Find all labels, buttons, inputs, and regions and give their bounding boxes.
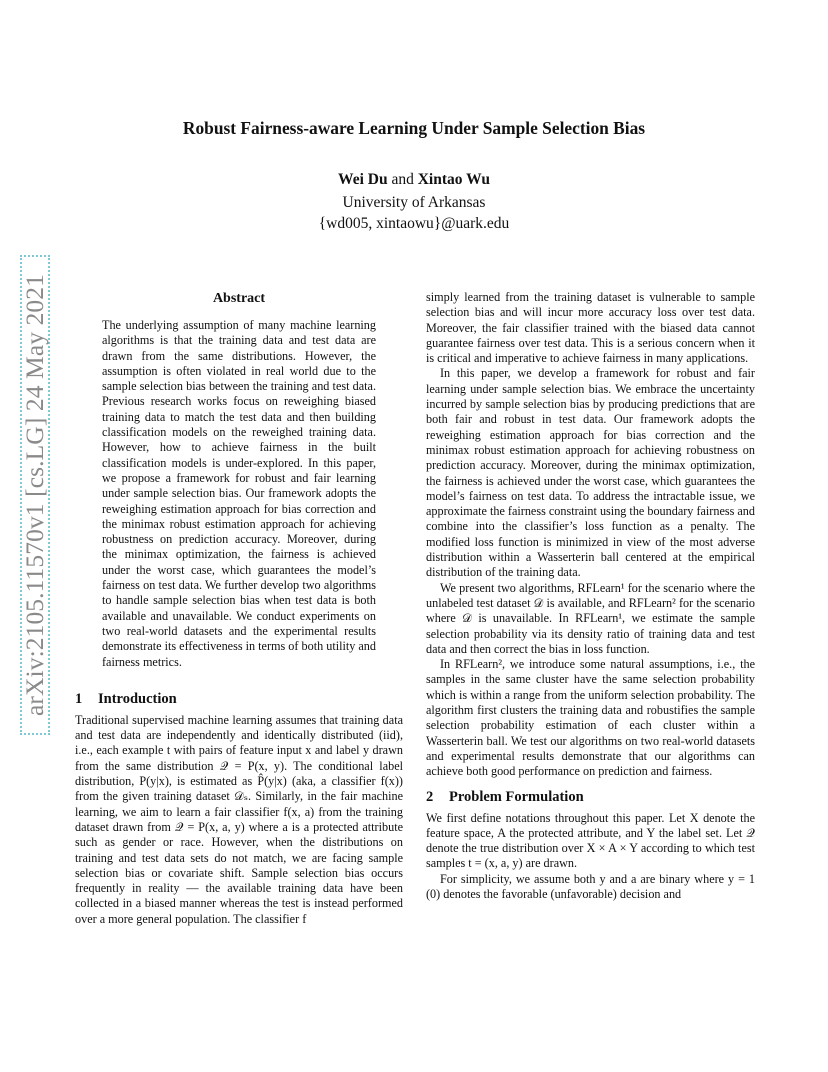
section-number: 1 [75,690,83,707]
right-column [426,290,755,902]
arxiv-identifier: arXiv:2105.11570v1 [cs.LG] 24 May 2021 [20,274,49,716]
problem-paragraph-2: For simplicity, we assume both y and a are binary where y = 1 (0) denotes the favorable (unfavorable) decision and [426,871,755,901]
author-line [0,171,828,189]
author-1: Wei Du [338,171,388,188]
section-number: 2 [426,788,434,805]
section-heading-problem-formulation [426,788,755,806]
section-title: Introduction [98,690,177,707]
intro-paragraph-1: Traditional supervised machine learning assumes that training data and test data are independently and identically distributed (iid), i.e., each example t with pairs of feature input x and label y drawn from the same distribution 𝒬 = P(x, y). The conditional label distribution, P(y|x), is estimated as P̂(y|x) (aka, a classifier f(x)) from the given training dataset 𝒟ₛ. Similarly, in the fair machine learning, we aim to learn a fair classifier f(x, a) from the training dataset drawn from 𝒬 = P(x, a, y) where a is a protected attribute such as gender or race. However, when the distributions on training and test data sets do not match, we are facing sample selection bias or covariate shift. Sample selection bias occurs frequently in reality — the available training data have been collected in a biased manner whereas the test is instead performed over a more general population. The classifier f [75,712,403,926]
author-email: {wd005, xintaowu}@uark.edu [318,215,510,232]
left-column [75,290,403,927]
affiliation: University of Arkansas [342,194,486,211]
author-conjunction: and [391,171,414,188]
abstract-text: The underlying assumption of many machine learning algorithms is that the training data and test data are drawn from the same distributions. However, the assumption is often violated in real world due to the sample selection bias between the training and test data. Previous research works focus on reweighing biased training data to match the test data and then building classification models on the reweighed training data. However, how to achieve fairness in the built classification models is under-explored. In this paper, we propose a framework for robust and fair learning under sample selection bias. Our framework adopts the reweighing estimation approach for bias correction and the minimax robust estimation approach for achieving robustness on prediction accuracy. Moreover, during the minimax optimization, the fairness is achieved under the worst case, which guarantees the model’s fairness on test data. We further develop two algorithms to handle sample selection bias when test data is both available and unavailable. We conduct experiments on two real-world datasets and the experimental results demonstrate its effectiveness in terms of both utility and fairness metrics. [102,318,376,669]
intro-paragraph-3: We present two algorithms, RFLearn¹ for the scenario where the unlabeled test dataset 𝒟 is available, and RFLearn² for the scenario where 𝒟 is unavailable. In RFLearn¹, we estimate the sample selection probability via its density ratio of training data and test data and then correct the bias in loss function. [426,580,755,656]
paper-title: Robust Fairness-aware Learning Under Sample Selection Bias [182,118,646,138]
abstract-heading: Abstract [212,291,266,306]
intro-paragraph-1-continued: simply learned from the training dataset is vulnerable to sample selection bias and will incur more accuracy loss over test data. Moreover, the fair classifier trained with the biased data cannot guarantee fairness over test data. This is a serious concern when it is critical and imperative to achieve fairness in many applications. [426,290,755,366]
section-heading-introduction [75,690,403,708]
intro-paragraph-2: In this paper, we develop a framework for robust and fair learning under sample selection bias. We embrace the uncertainty incurred by sample selection bias by producing predictions that are both fair and robust in test data. Our framework adopts the reweighing estimation approach for bias correction and the minimax robust estimation approach for achieving robustness on prediction accuracy. Moreover, during the minimax optimization, the fairness is achieved under the worst case, which guarantees the model’s fairness on test data. To address the intractable issue, we approximate the fairness constraint using the boundary fairness and combine into the classifier’s loss function as a penalty. The modified loss function is minimized in view of the most adverse distribution within a Wasserterin ball centered at the empirical distribution of the training data. [426,366,755,580]
problem-paragraph-1: We first define notations throughout this paper. Let X denote the feature space, A the protected attribute, and Y the label set. Let 𝒬 denote the true distribution over X × A × Y according to which test samples t = (x, a, y) are drawn. [426,810,755,871]
intro-paragraph-4: In RFLearn², we introduce some natural assumptions, i.e., the samples in the same cluster have the same selection probability which is within a range from the uniform selection probability. The algorithm first clusters the training data and robustifies the sample selection probability estimation of each cluster within a Wasserterin ball. We test our algorithms on two real-world datasets and experimental results demonstrate that our algorithms can achieve both good performance on prediction and fairness. [426,657,755,779]
section-title: Problem Formulation [449,788,584,805]
author-2: Xintao Wu [417,171,490,188]
